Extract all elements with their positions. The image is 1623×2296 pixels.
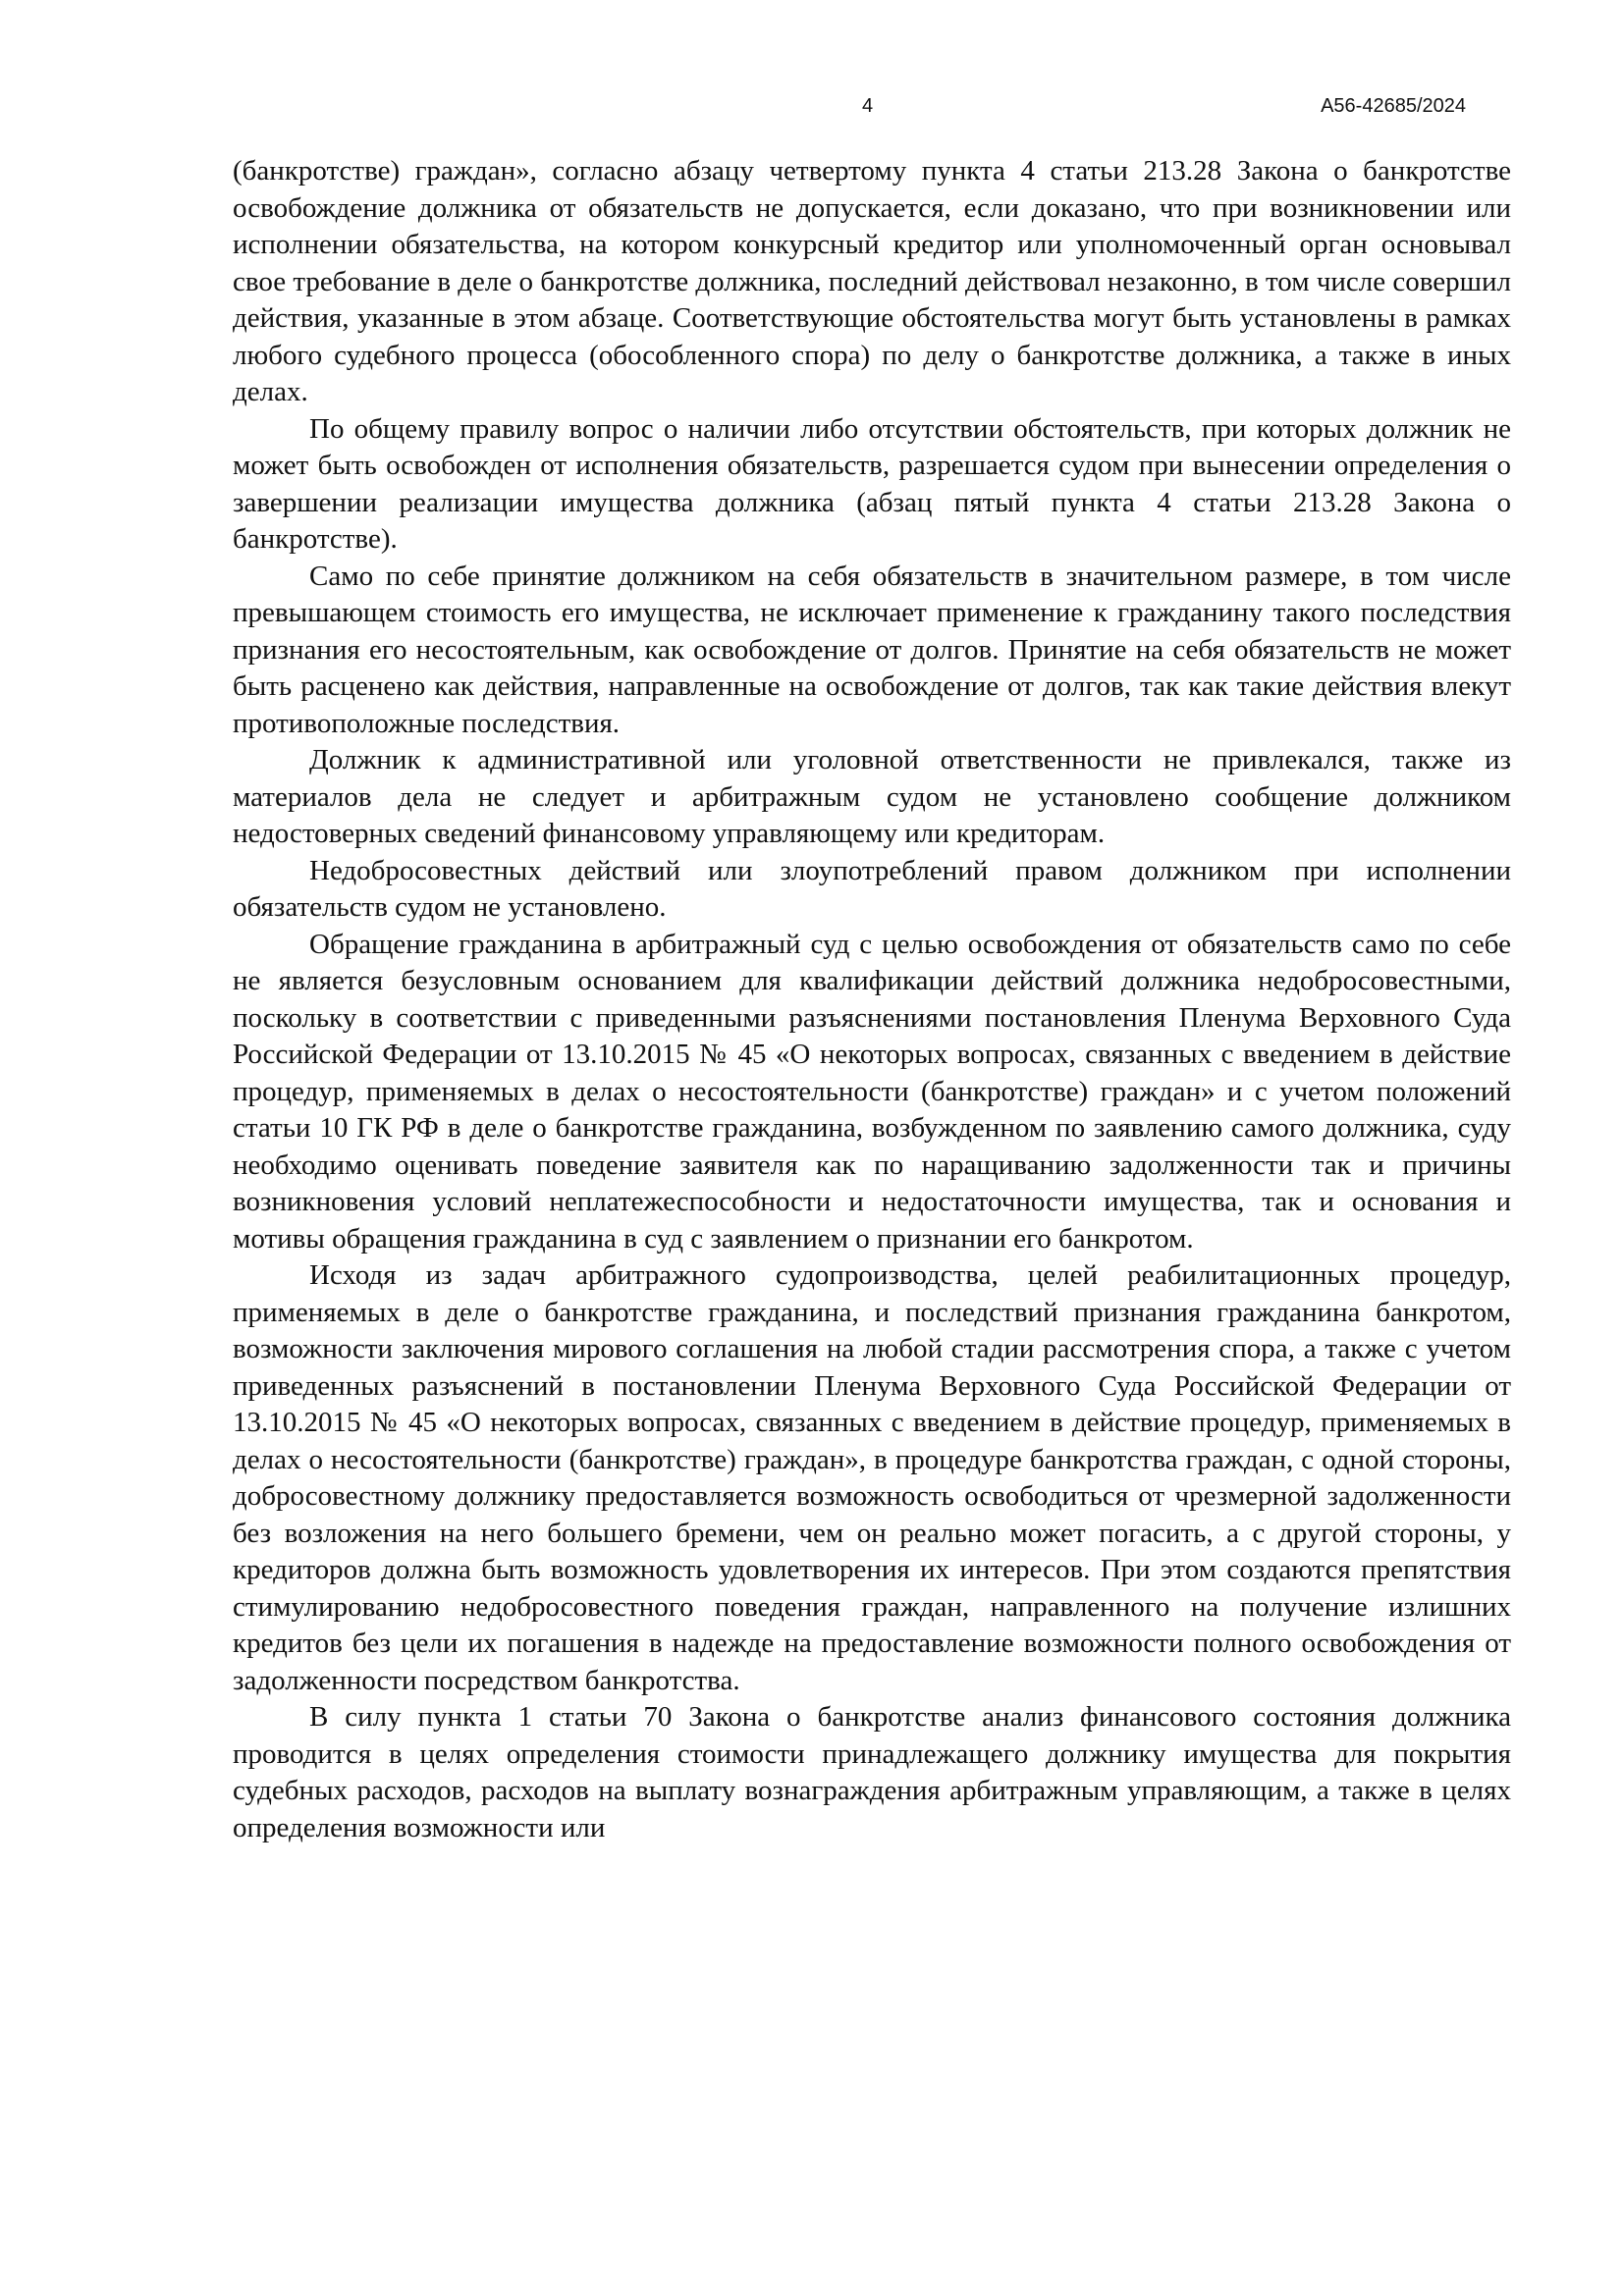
page-number: 4 [862,95,874,117]
paragraph-3: Само по себе принятие должником на себя обязательств в значительном размере, в том числе превышающем стоимость его имущества, не исключает применение к гражданину такого последствия признания его несостоятельным, как освобождение от долгов. Принятие на себя обязательств не может быть расценено как действия, направленные на освобождение от долгов, так как такие действия влекут противоположные последствия. [233,560,1511,739]
document-body [233,153,1511,1846]
paragraph-8: В силу пункта 1 статьи 70 Закона о банкротстве анализ финансового состояния должника проводится в целях определения стоимости принадлежащего должнику имущества для покрытия судебных расходов, расходов на выплату вознаграждения арбитражным управляющим, а также в целях определения возможности или [233,1701,1511,1843]
paragraph-5: Недобросовестных действий или злоупотреблений правом должником при исполнении обязательств судом не установлено. [233,854,1511,923]
paragraph-2: По общему правилу вопрос о наличии либо отсутствии обстоятельств, при которых должник не может быть освобожден от исполнения обязательств, разрешается судом при вынесении определения о завершении реализации имущества должника (абзац пятый пункта 4 статьи 213.28 Закона о банкротстве). [233,412,1511,555]
paragraph-7: Исходя из задач арбитражного судопроизводства, целей реабилитационных процедур, применяемых в деле о банкротстве гражданина, и последствий признания гражданина банкротом, возможности заключения мирового соглашения на любой стадии рассмотрения спора, а также с учетом приведенных разъяснений в постановлении Пленума Верховного Суда Российской Федерации от 13.10.2015 № 45 «О некоторых вопросах, связанных с введением в действие процедур, применяемых в делах о несостоятельности (банкротстве) граждан», в процедуре банкротства граждан, с одной стороны, добросовестному должнику предоставляется возможность освободиться от чрезмерной задолженности без возложения на него большего бремени, чем он реально может погасить, а с другой стороны, у кредиторов должна быть возможность удовлетворения их интересов. При этом создаются препятствия стимулированию недобросовестного поведения граждан, направленного на получение излишних кредитов без цели их погашения в надежде на предоставление возможности полного освобождения от задолженности посредством банкротства. [233,1259,1511,1696]
paragraph-6: Обращение гражданина в арбитражный суд с целью освобождения от обязательств само по себе не является безусловным основанием для квалификации действий должника недобросовестными, поскольку в соответствии с приведенными разъяснениями постановления Пленума Верховного Суда Российской Федерации от 13.10.2015 № 45 «О некоторых вопросах, связанных с введением в действие процедур, применяемых в делах о несостоятельности (банкротстве) граждан» и с учетом положений статьи 10 ГК РФ в деле о банкротстве гражданина, возбужденном по заявлению самого должника, суду необходимо оценивать поведение заявителя как по наращиванию задолженности так и причины возникновения условий неплатежеспособности и недостаточности имущества, так и основания и мотивы обращения гражданина в суд с заявлением о признании его банкротом. [233,928,1511,1255]
paragraph-4: Должник к административной или уголовной ответственности не привлекался, также из материалов дела не следует и арбитражным судом не установлено сообщение должником недостоверных сведений финансовому управляющему или кредиторам. [233,744,1511,849]
paragraph-1: (банкротстве) граждан», согласно абзацу четвертому пункта 4 статьи 213.28 Закона о банкротстве освобождение должника от обязательств не допускается, если доказано, что при возникновении или исполнении обязательства, на котором конкурсный кредитор или уполномоченный орган основывал свое требование в деле о банкротстве должника, последний действовал незаконно, в том числе совершил действия, указанные в этом абзаце. Соответствующие обстоятельства могут быть установлены в рамках любого судебного процесса (обособленного спора) по делу о банкротстве должника, а также в иных делах. [233,155,1511,407]
case-number: А56-42685/2024 [1321,95,1466,117]
